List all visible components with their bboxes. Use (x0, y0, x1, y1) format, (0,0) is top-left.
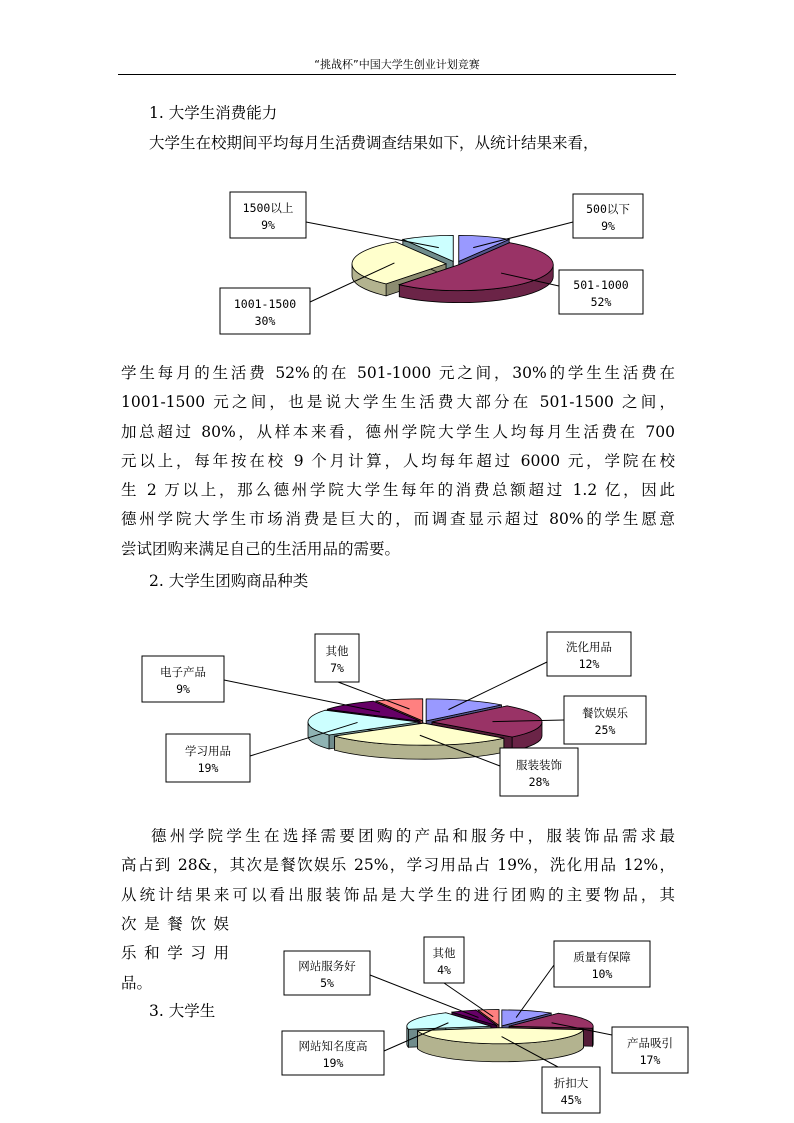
paragraph-line: 德州学院大学生市场消费是巨大的，而调查显示超过 80%的学生愿意 (121, 510, 675, 529)
slice-percent-text: 9% (176, 682, 190, 696)
slice-label-text: 其他 (432, 946, 456, 960)
paragraph-line: 学生每月的生活费 52%的在 501-1000 元之间，30%的学生生活费在 (121, 364, 675, 382)
paragraph-line: 加总超过 80%，从样本来看，德州学院大学生人均每月生活费在 700 (121, 422, 675, 441)
slice-percent-text: 28% (528, 775, 550, 789)
groupbuy-category-pie-chart (138, 626, 658, 800)
pie-label-1-3 (166, 722, 358, 782)
leader-line (306, 222, 439, 248)
slice-label-text: 折扣大 (553, 1076, 589, 1090)
slice-label-text: 餐饮娱乐 (582, 706, 628, 720)
groupbuy-reason-pie-chart (278, 935, 693, 1117)
section-2-paragraph (121, 822, 675, 910)
slice-label-text: 电子产品 (160, 665, 206, 679)
slice-percent-text: 19% (197, 761, 219, 775)
slice-percent-text: 7% (330, 661, 344, 675)
living-cost-pie-chart (210, 184, 670, 340)
slice-percent-text: 25% (594, 723, 616, 737)
paragraph-line: 生 2 万以上，那么德州学院大学生每年的消费总额超过 1.2 亿，因此 (121, 481, 675, 500)
section-1-paragraph (121, 359, 675, 564)
slice-percent-text: 9% (261, 218, 275, 232)
paragraph-line: 次是餐饮娱 (121, 915, 229, 933)
pie-slices (407, 1009, 593, 1061)
slice-label-text: 网站服务好 (298, 959, 356, 973)
slice-percent-text: 12% (578, 657, 600, 671)
section-2-heading: 2. 大学生团购商品种类 (149, 572, 309, 590)
slice-label-text: 服装装饰 (516, 758, 562, 772)
slice-percent-text: 4% (437, 963, 451, 977)
slice-label-text: 1001-1500 (233, 297, 297, 311)
slice-percent-text: 30% (254, 314, 276, 328)
slice-label-text: 500以下 (586, 202, 630, 216)
slice-percent-text: 45% (560, 1093, 582, 1107)
slice-percent-text: 52% (590, 295, 612, 309)
slice-percent-text: 19% (322, 1056, 344, 1070)
header-title: “挑战杯”中国大学生创业计划竞赛 (314, 58, 480, 71)
slice-percent-text: 5% (320, 976, 334, 990)
paragraph-line: 尝试团购来满足自己的生活用品的需要。 (121, 539, 401, 558)
slice-label-text: 501-1000 (573, 278, 629, 292)
pie-label-2-0 (516, 941, 650, 1018)
leader-line (224, 680, 380, 712)
paragraph-line: 从统计结果来可以看出服装饰品是大学生的进行团购的主要物品，其 (121, 885, 675, 904)
paragraph-line: 高占到 28&，其次是餐饮娱乐 25%，学习用品占 19%，洗化用品 12%， (121, 856, 675, 875)
section-3-heading: 3. 大学生 (149, 1002, 216, 1020)
slice-label-text: 网站知名度高 (298, 1039, 368, 1053)
header-rule (118, 74, 676, 75)
section-1-heading: 1. 大学生消费能力 (149, 104, 278, 122)
leader-line (473, 222, 573, 248)
slice-percent-text: 17% (639, 1053, 661, 1067)
paragraph-line: 1001-1500 元之间，也是说大学生生活费大部分在 501-1500 之间， (121, 393, 675, 412)
leader-line (448, 662, 547, 710)
pie-label-1-5 (315, 634, 409, 709)
slice-label-text: 1500以上 (242, 201, 294, 215)
leader-line (516, 965, 554, 1018)
paragraph-line: 德州学院学生在选择需要团购的产品和服务中，服装饰品需求最 (151, 827, 675, 845)
slice-label-text: 产品吸引 (627, 1036, 673, 1050)
paragraph-line: 元以上，每年按在校 9 个月计算，人均每年超过 6000 元，学院在校 (121, 451, 675, 470)
section-1-intro: 大学生在校期间平均每月生活费调查结果如下，从统计结果来看， (149, 134, 599, 152)
slice-percent-text: 10% (591, 967, 613, 981)
section-2-paragraph-tail (121, 910, 229, 998)
slice-label-text: 质量有保障 (573, 950, 631, 964)
slice-label-text: 其他 (325, 644, 349, 658)
paragraph-line: 乐和学习用 (121, 944, 229, 963)
slice-rim (593, 1026, 594, 1046)
slice-label-text: 学习用品 (185, 744, 231, 758)
slice-percent-text: 9% (601, 219, 615, 233)
slice-label-text: 洗化用品 (566, 640, 612, 654)
paragraph-line: 品。 (121, 973, 153, 992)
pie-label-2-5 (424, 937, 493, 1017)
